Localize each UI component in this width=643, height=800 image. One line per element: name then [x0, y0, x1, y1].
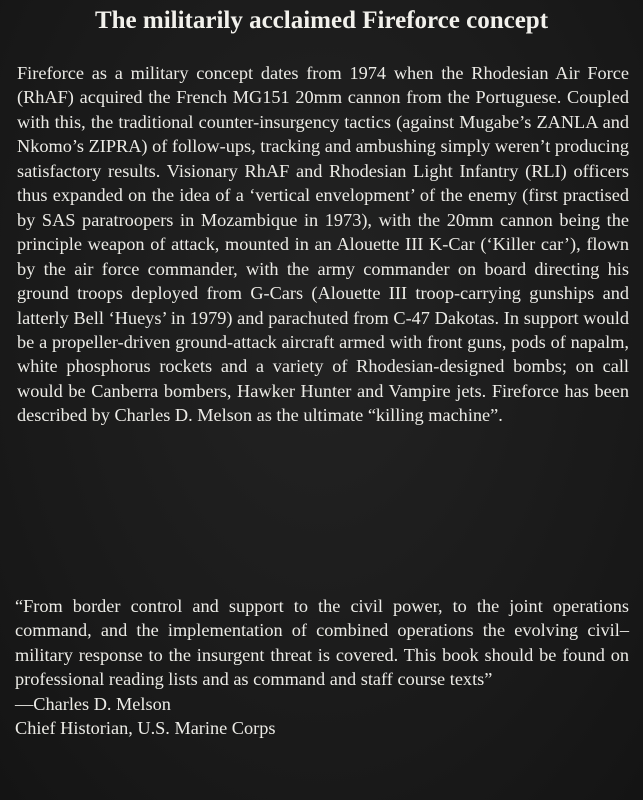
quote-attribution-title: Chief Historian, U.S. Marine Corps	[15, 718, 276, 739]
quote-attribution-name: —Charles D. Melson	[15, 693, 171, 714]
endorsement-quote-block	[15, 594, 629, 741]
body-paragraph: Fireforce as a military concept dates from 1974 when the Rhodesian Air Force (RhAF) acquired the French MG151 20mm cannon from the Portuguese. Coupled with this, the traditional counter-insurgency tactics (against Mugabe’s ZANLA and Nkomo’s ZIPRA) of follow-ups, tracking and ambushing simply weren’t producing satisfactory results. Visionary RhAF and Rhodesian Light Infantry (RLI) officers thus expanded on the idea of a ‘vertical envelopment’ of the enemy (first practised by SAS paratroopers in Mozambique in 1973), with the 20mm cannon being the principle weapon of attack, mounted in an Alouette III K-Car (‘Killer car’), flown by the air force commander, with the army commander on board directing his ground troops deployed from G-Cars (Alouette III troop-carrying gunships and latterly Bell ‘Hueys’ in 1979) and parachuted from C-47 Dakotas. In support would be a propeller-driven ground-attack aircraft armed with front guns, pods of napalm, white phosphorus rockets and a variety of Rhodesian-designed bombs; on call would be Canberra bombers, Hawker Hunter and Vampire jets. Fireforce has been described by Charles D. Melson as the ultimate “killing machine”.	[17, 63, 630, 426]
endorsement-quote: “From border control and support to the civil power, to the joint operations command, and the implementation of combined operations the evolving civil–military response to the insurgent threat is covered. This book should be found on professional reading lists and as command and staff course texts”	[15, 596, 629, 690]
page-title: The militarily acclaimed Fireforce concept	[94, 7, 549, 34]
